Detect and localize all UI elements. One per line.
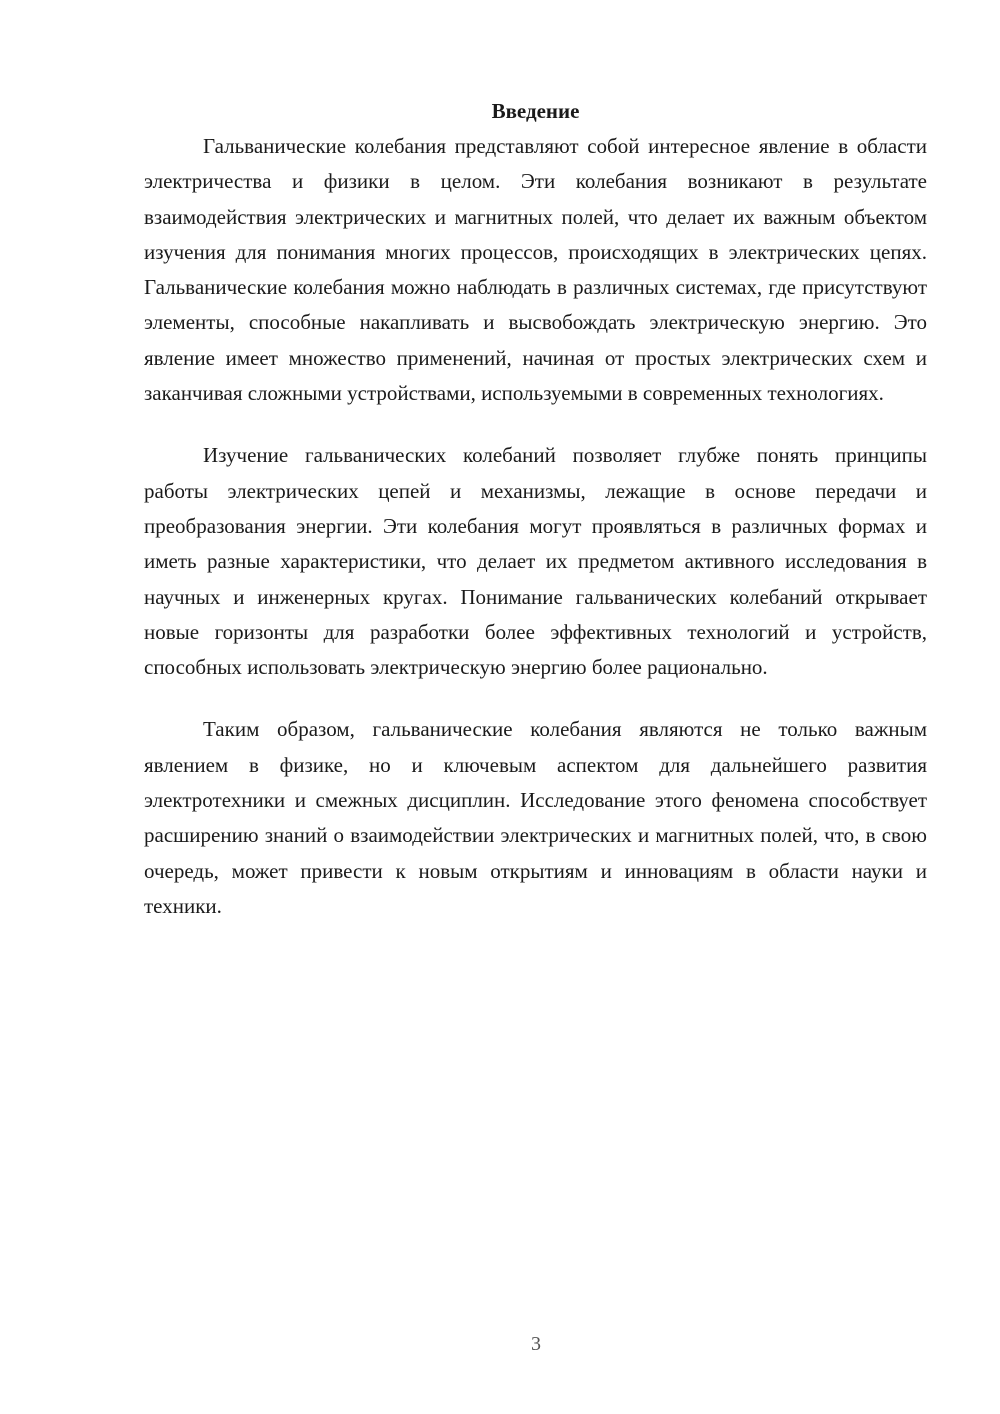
paragraph-1: Гальванические колебания представляют собой интересное явление в области электричества и физики в целом. Эти колебания возникают в результате взаимодействия электрических и магнитных полей, что делает их важным объектом изучения для понимания многих процессов, происходящих в электрических цепях. Гальванические колебания можно наблюдать в различных системах, где присутствуют элементы, способные накапливать и высвобождать электрическую энергию. Это явление имеет множество применений, начиная от простых электрических схем и заканчивая сложными устройствами, используемыми в современных технологиях. [144,134,927,406]
section-heading: Введение [491,99,580,123]
paragraph-2: Изучение гальванических колебаний позволяет глубже понять принципы работы электрических цепей и механизмы, лежащие в основе передачи и преобразования энергии. Эти колебания могут проявляться в различных формах и иметь разные характеристики, что делает их предметом активного исследования в научных и инженерных кругах. Понимание гальванических колебаний открывает новые горизонты для разработки более эффективных технологий и устройств, способных использовать электрическую энергию более рационально. [144,443,927,680]
paragraph-3: Таким образом, гальванические колебания являются не только важным явлением в физике, но и ключевым аспектом для дальнейшего развития электротехники и смежных дисциплин. Исследование этого феномена способствует расширению знаний о взаимодействии электрических и магнитных полей, что, в свою очередь, может привести к новым открытиям и инновациям в области науки и техники. [144,717,927,918]
page-content [144,94,927,924]
page-number: 3 [531,1333,541,1355]
